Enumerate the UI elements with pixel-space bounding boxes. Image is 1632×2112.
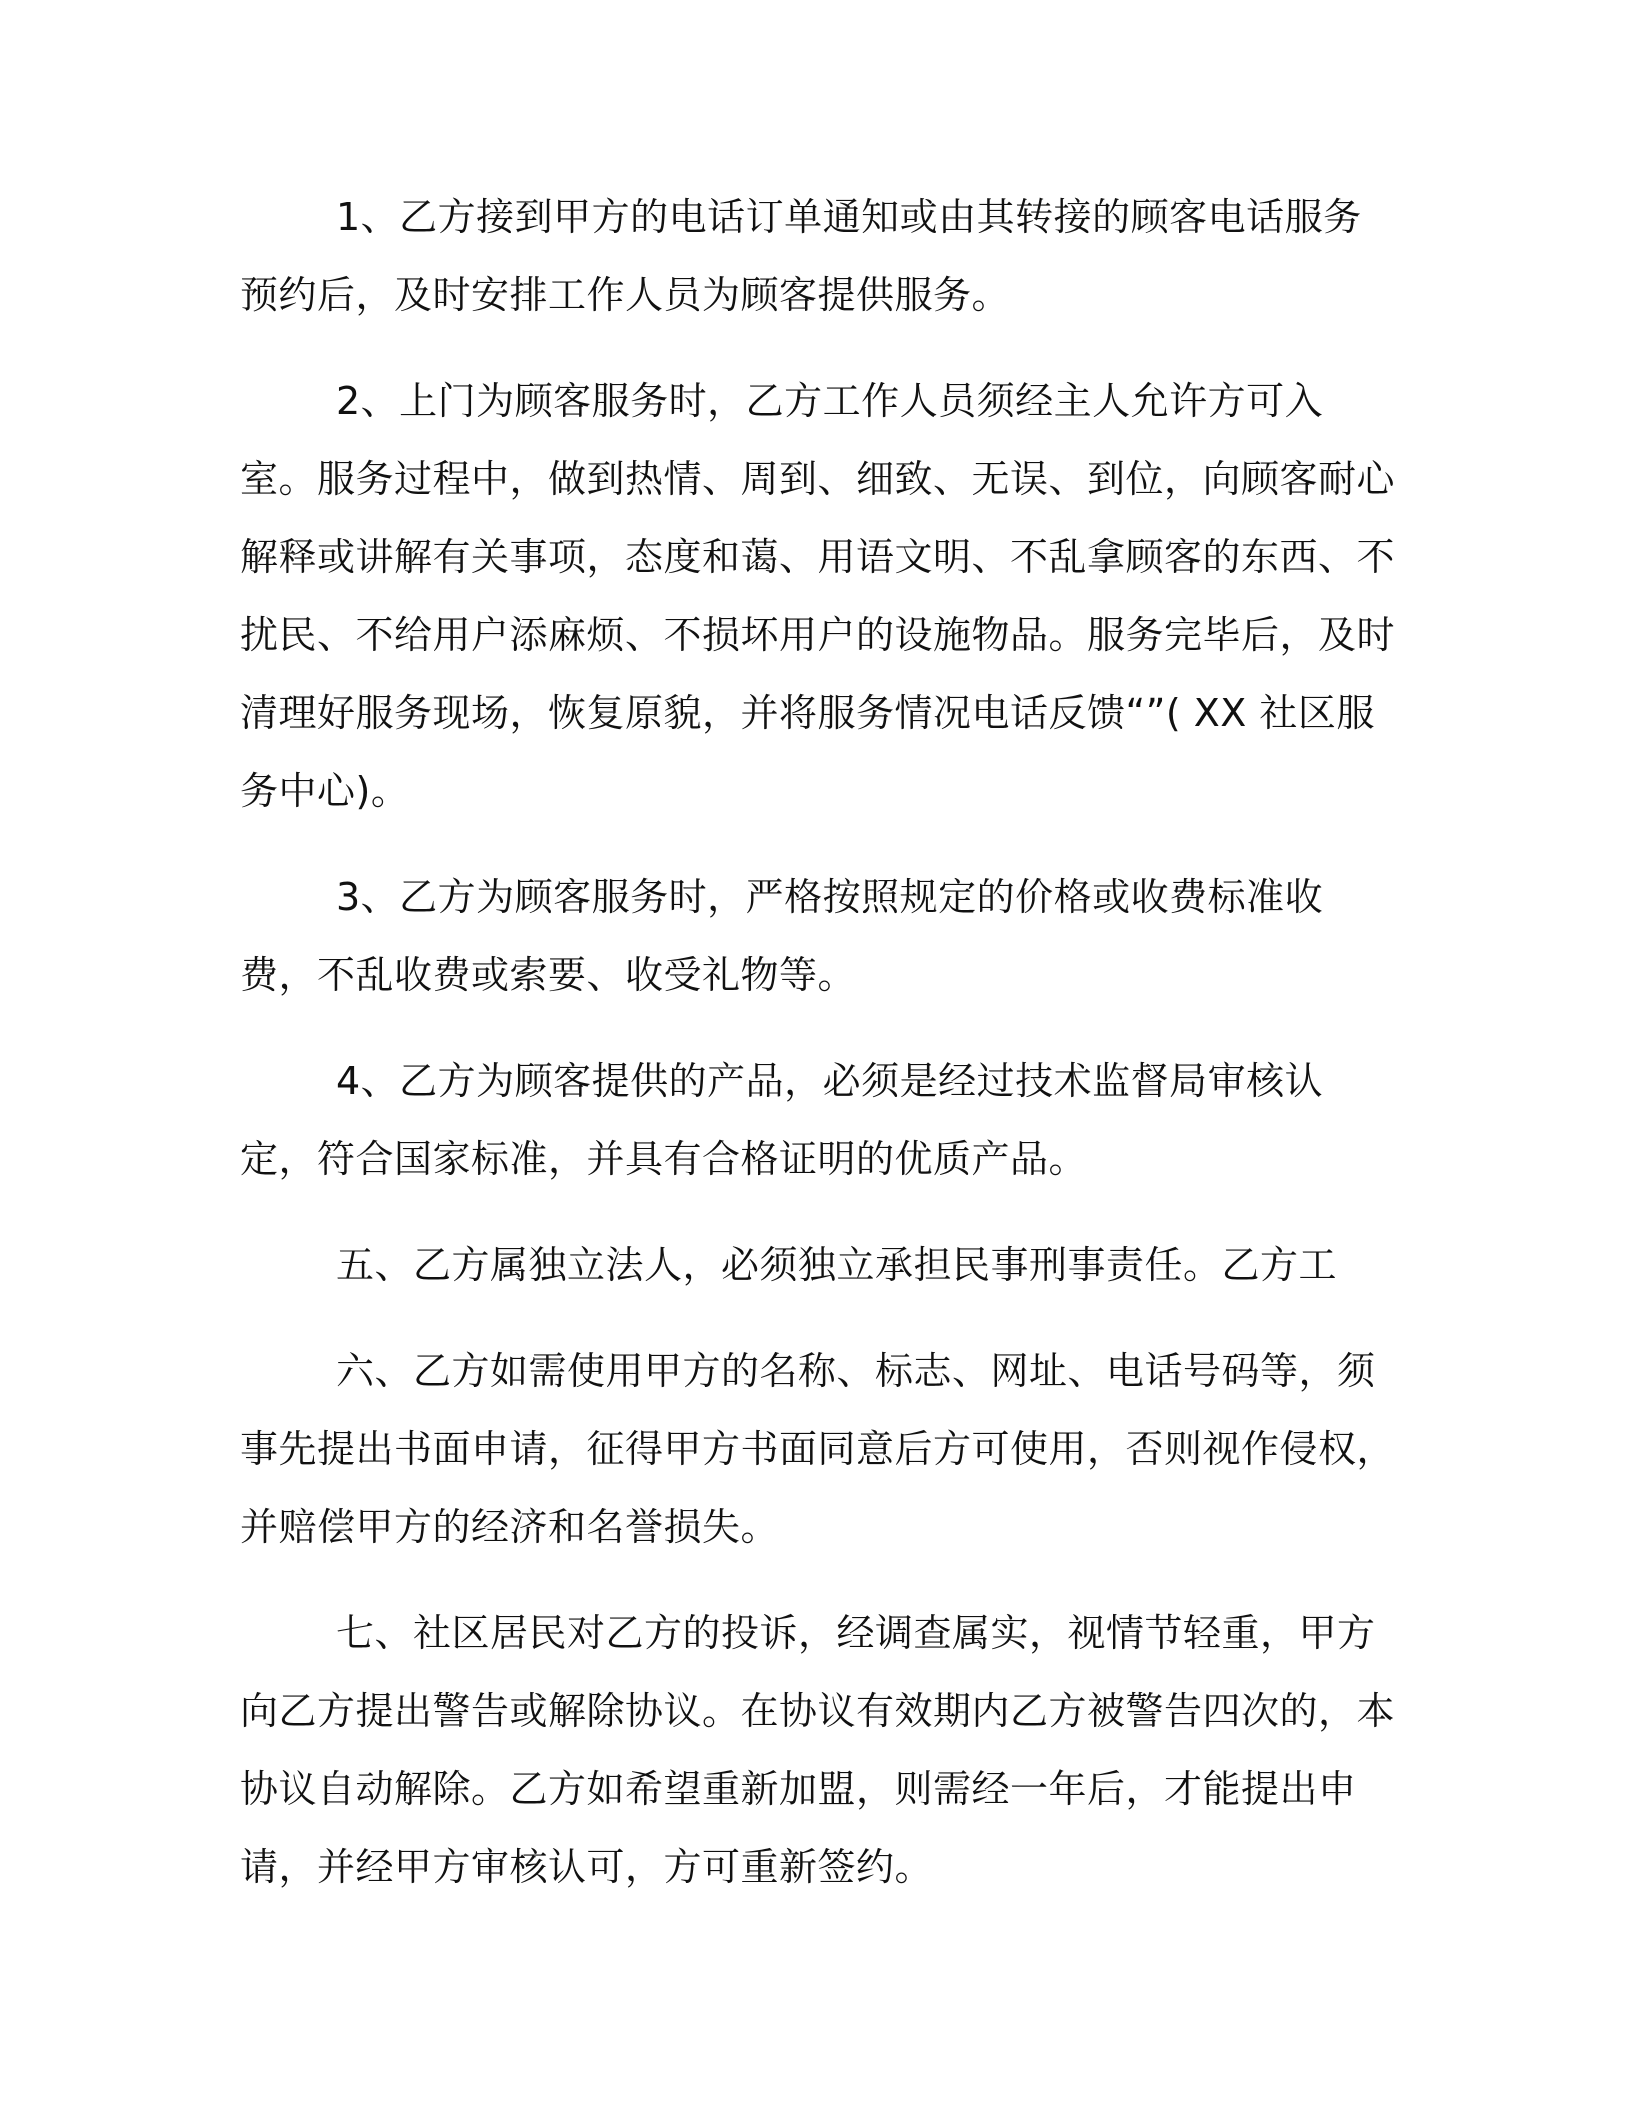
paragraph-3: 3、乙方为顾客服务时，严格按照规定的价格或收费标准收费，不乱收费或索要、收受礼物等。	[240, 875, 1324, 997]
document-body	[240, 178, 1400, 1934]
paragraph-1: 1、乙方接到甲方的电话订单通知或由其转接的顾客电话服务预约后，及时安排工作人员为顾客提供服务。	[240, 195, 1362, 317]
paragraph-2: 2、上门为顾客服务时，乙方工作人员须经主人允许方可入室。服务过程中，做到热情、周到、细致、无误、到位，向顾客耐心解释或讲解有关事项，态度和蔼、用语文明、不乱拿顾客的东西、不扰民、不给用户添麻烦、不损坏用户的设施物品。服务完毕后，及时清理好服务现场，恢复原貌，并将服务情况电话反馈“”( XX 社区服务中心)。	[240, 379, 1396, 813]
paragraph-6: 六、乙方如需使用甲方的名称、标志、网址、电话号码等，须事先提出书面申请，征得甲方书面同意后方可使用，否则视作侵权，并赔偿甲方的经济和名誉损失。	[240, 1349, 1396, 1549]
paragraph-4: 4、乙方为顾客提供的产品，必须是经过技术监督局审核认定，符合国家标准，并具有合格证明的优质产品。	[240, 1059, 1324, 1181]
paragraph-5: 五、乙方属独立法人，必须独立承担民事刑事责任。乙方工	[336, 1243, 1338, 1287]
paragraph-7: 七、社区居民对乙方的投诉，经调查属实，视情节轻重，甲方向乙方提出警告或解除协议。在协议有效期内乙方被警告四次的，本协议自动解除。乙方如希望重新加盟，则需经一年后，才能提出申请，并经甲方审核认可，方可重新签约。	[240, 1611, 1396, 1889]
